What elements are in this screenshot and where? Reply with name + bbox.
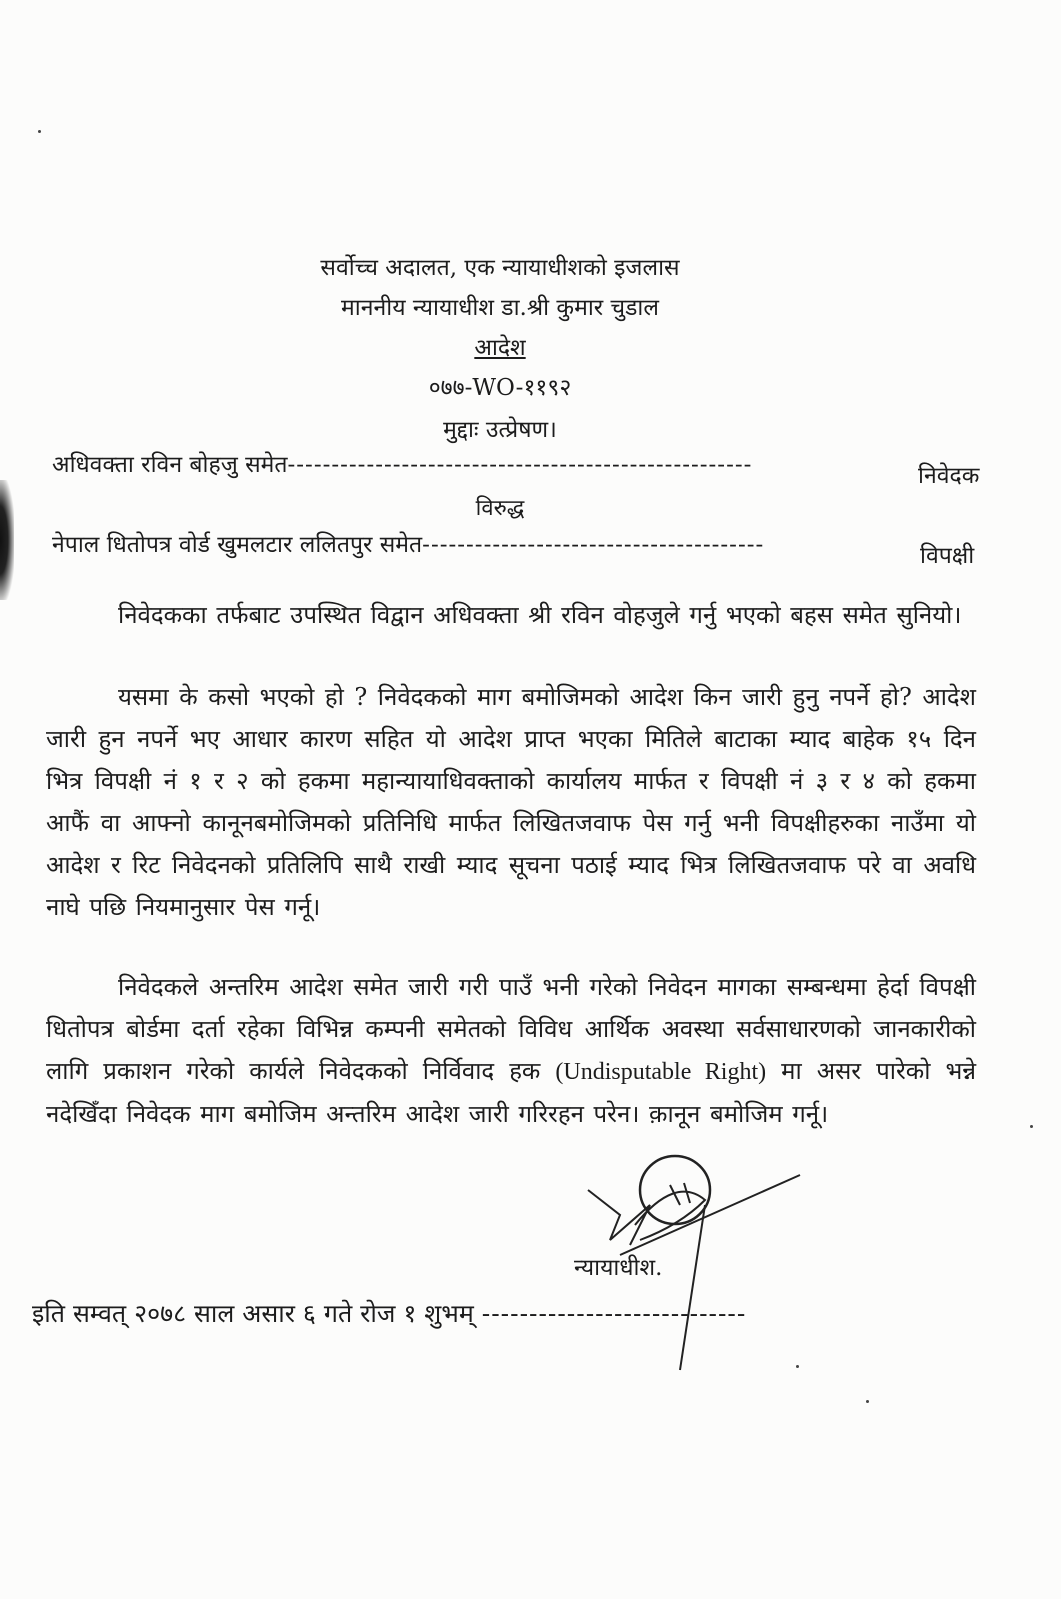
respondent-line xyxy=(52,527,892,559)
court-name: सर्वोच्च अदालत, एक न्यायाधीशको इजलास xyxy=(320,255,680,281)
paper-speck xyxy=(38,130,41,133)
footer-dashes: ---------------------------- xyxy=(481,1299,747,1328)
paragraph-interim-text-a: निवेदकले अन्तरिम आदेश समेत जारी गरी पाउँ भनी गरेको निवेदन मागका सम्बन्धमा हेर्दा विपक्षी धितोपत्र बोर्डमा दर्ता रहेका विभिन्न कम्पनी समेतको विविध आर्थिक अवस्था सर्वसाधारणको जानकारीको लागि प्रकाशन गरेको कार्यले निवेदकको निर्विवाद हक xyxy=(46,973,976,1085)
case-subject: मुद्दाः उत्प्रेषण। xyxy=(443,417,557,443)
footer-date-line xyxy=(32,1296,746,1330)
paragraph-interim-order xyxy=(46,966,976,1135)
petitioner-name: अधिवक्ता रविन बोहजु समेत xyxy=(52,452,288,478)
paragraph-show-cause xyxy=(46,676,976,928)
order-title: आदेश xyxy=(474,335,526,361)
paragraph-hearing xyxy=(46,594,976,636)
paper-speck xyxy=(866,1400,869,1403)
paragraph-interim-text-b: मा असर पारेको भन्ने नदेखिँदा निवेदक माग बमोजिम अन्तरिम आदेश जारी गरिरहन परेन। क़ानून बमोजिम गर्नू। xyxy=(46,1057,977,1128)
respondent-dashes: --------------------------------------- xyxy=(422,532,765,558)
footer-date-text: इति सम्वत् २०७८ साल असार ६ गते रोज १ शुभम् xyxy=(32,1299,474,1328)
versus-label: विरुद्ध xyxy=(475,496,525,521)
respondent-role: विपक्षी xyxy=(920,543,975,569)
paragraph-show-cause-text: यसमा के कसो भएको हो ? निवेदकको माग बमोजिमको आदेश किन जारी हुनु नपर्ने हो? आदेश जारी हुन नपर्ने भए आधार कारण सहित यो आदेश प्राप्त भएका मितिले बाटाका म्याद बाहेक १५ दिन भित्र विपक्षी नं १ र २ को हकमा महान्यायाधिवक्ताको कार्यालय मार्फत र विपक्षी नं ३ र ४ को हकमा आफैं वा आफ्नो कानूनबमोजिमको प्रतिनिधि मार्फत लिखितजवाफ पेस गर्नु भनी विपक्षीहरुका नाउँमा यो आदेश र रिट निवेदनको प्रतिलिपि साथै राखी म्याद सूचना पठाई म्याद भित्र लिखितजवाफ परे वा अवधि नाघे पछि नियमानुसार पेस गर्नू। xyxy=(46,683,976,921)
paper-speck xyxy=(796,1365,799,1368)
paragraph-interim-latin: (Undisputable Right) xyxy=(555,1059,767,1085)
petitioner-dashes: ----------------------------------------------------- xyxy=(287,452,753,478)
respondent-name: नेपाल धितोपत्र वोर्ड खुमलटार ललितपुर समेत xyxy=(52,532,423,558)
petitioner-line xyxy=(52,447,892,479)
signature-title: न्यायाधीश. xyxy=(574,1255,663,1281)
paragraph-hearing-text: निवेदकका तर्फबाट उपस्थित विद्वान अधिवक्ता श्री रविन वोहजुले गर्नु भएको बहस समेत सुनियो। xyxy=(118,601,962,629)
case-number: ०७७-WO-११९२ xyxy=(428,375,572,401)
judge-name: माननीय न्यायाधीश डा.श्री कुमार चुडाल xyxy=(341,295,659,321)
paper-speck xyxy=(1030,1125,1033,1128)
petitioner-role: निवेदक xyxy=(918,463,980,489)
